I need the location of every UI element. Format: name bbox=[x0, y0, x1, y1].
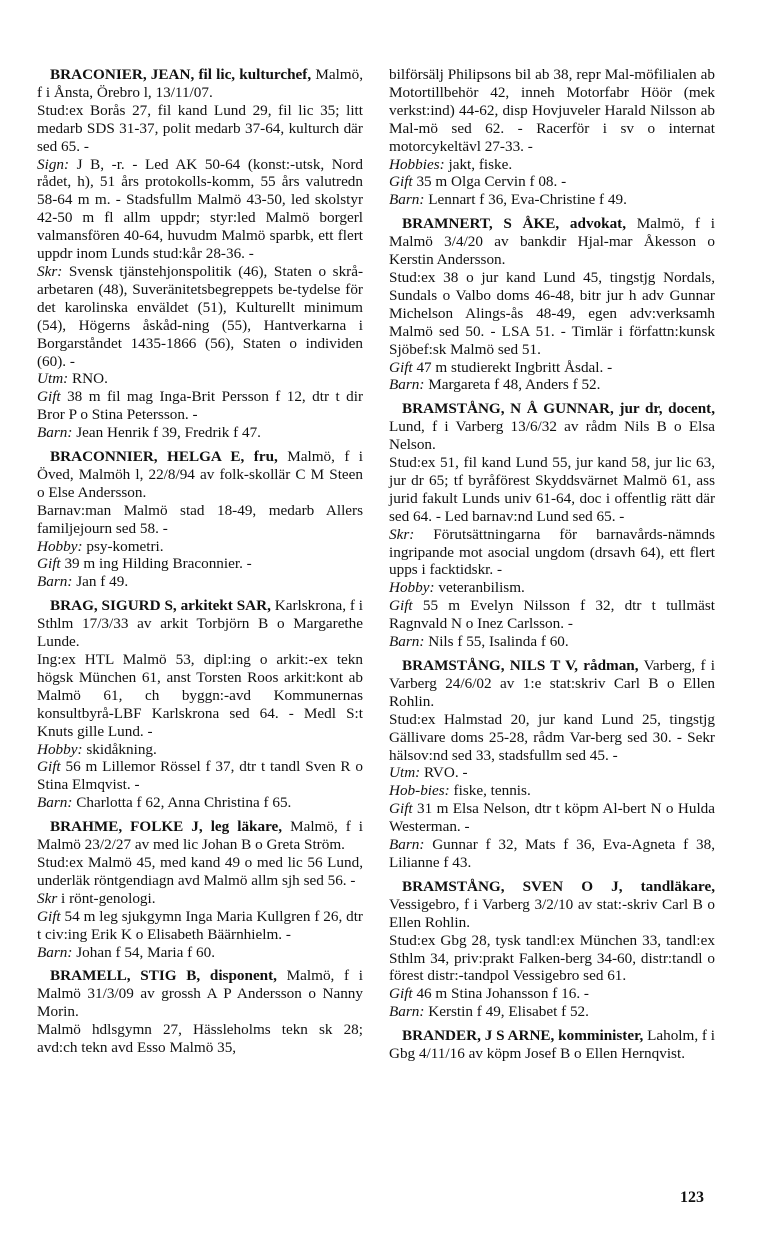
biography-entry bbox=[37, 818, 363, 961]
entry-paragraph bbox=[37, 102, 363, 156]
field-label: Barn: bbox=[389, 191, 425, 209]
field-label: Gift bbox=[389, 597, 413, 615]
entry-paragraph bbox=[37, 538, 363, 556]
entry-text: J B, -r. - Led AK 50-64 (konst:-utsk, Nord rådet, h), 51 års protokolls-komm, 55 års valutredn 58-64 m m. - Stadsfullm Malmö 43-50, led skolstyr 42-50 m fl allm uppdr; styr:led Malmö borgerl valmansfören 40-64, huvudm Malmö sparbk, ett flert uppdr inom Lunds stud:kår 28-36. - bbox=[37, 155, 364, 263]
entry-text: skidåkning. bbox=[86, 740, 157, 758]
field-label: Gift bbox=[37, 555, 61, 573]
entry-name: BRAMELL, STIG B, bbox=[50, 967, 201, 985]
entry-text: Förutsättningarna för barnavårds-nämnds ingripande mot asocial ungdom (drsavh 64), ett flert upps i facktidskr. - bbox=[389, 525, 715, 579]
entry-paragraph bbox=[37, 651, 363, 741]
biography-entry bbox=[37, 66, 363, 442]
entry-name: BRAMSTÅNG, NILS T V, bbox=[402, 657, 578, 674]
entry-paragraph bbox=[389, 215, 715, 269]
entry-text: Ing:ex HTL Malmö 53, dipl:ing o arkit:-ex tekn högsk München 61, anst Torsten Roos arkit:kont ab Malmö 61, ch byggn:-avd Kommunernas konsultbyrå-LBF Karlskrona sed 64. - Medl S:t Knuts gille Lund. - bbox=[37, 651, 363, 740]
entry-paragraph bbox=[389, 878, 715, 932]
field-label: Sign: bbox=[37, 155, 70, 173]
entry-paragraph bbox=[389, 711, 715, 765]
field-label: Gift bbox=[37, 388, 61, 406]
entry-paragraph bbox=[389, 836, 715, 872]
entry-title: fru, bbox=[253, 448, 278, 466]
entry-paragraph bbox=[389, 1027, 715, 1063]
entry-paragraph bbox=[37, 388, 363, 424]
entry-text: jakt, fiske. bbox=[448, 155, 513, 173]
left-column bbox=[37, 66, 363, 1063]
entry-paragraph bbox=[389, 597, 715, 633]
entry-paragraph bbox=[389, 376, 715, 394]
entry-paragraph bbox=[37, 890, 363, 908]
entry-paragraph bbox=[389, 66, 715, 156]
field-label: Barn: bbox=[37, 943, 73, 961]
entry-text: bilförsälj Philipsons bil ab 38, repr Mal-möfilialen ab Motortillbehör 42, inneh Motorfabr Höör (mek verkst:ind) 44-62, disp Hovjuveler Harald Nilsson ab Mal-mö sed 62. - Racerför i sv o internat motorcykeltävl 27-33. - bbox=[389, 66, 715, 155]
entry-paragraph bbox=[389, 454, 715, 526]
entry-text: Stud:ex Borås 27, fil kand Lund 29, fil lic 35; litt medarb SDS 31-37, polit medarb 37-64, kulturch där sed 65. - bbox=[37, 101, 363, 155]
entry-paragraph bbox=[389, 633, 715, 651]
entry-title: tandläkare, bbox=[640, 877, 715, 895]
entry-paragraph bbox=[37, 424, 363, 442]
entry-paragraph bbox=[37, 555, 363, 573]
entry-title: rådman, bbox=[583, 657, 639, 674]
entry-text: Lennart f 36, Eva-Christine f 49. bbox=[428, 191, 627, 209]
entry-text: Malmö, f i Ånsta, Örebro l, 13/11/07. bbox=[37, 66, 364, 101]
entry-paragraph bbox=[37, 794, 363, 812]
field-label: Hobbies: bbox=[389, 155, 445, 173]
entry-text: Laholm, f i Gbg 4/11/16 av köpm Josef B o Ellen Hernqvist. bbox=[389, 1027, 716, 1063]
entry-text: Malmö, f i Malmö 23/2/27 av med lic Johan B o Greta Ström. bbox=[37, 818, 364, 854]
entry-text: Vessigebro, f i Varberg 3/2/10 av stat:-skriv Carl B o Ellen Rohlin. bbox=[389, 895, 715, 931]
entry-title: komminister, bbox=[558, 1027, 644, 1045]
entry-text: Stud:ex 51, fil kand Lund 55, jur kand 58, jur lic 63, jur dr 65; tf byråförest Skyddsvärnet Malmö 61, ass jurid fakult Lunds univ 61-64, doc i offentlig rätt där sed 64. - Led barnav:nd Lund sed 65. - bbox=[389, 454, 715, 525]
entry-paragraph bbox=[37, 573, 363, 591]
entry-text: 55 m Evelyn Nilsson f 32, dtr t tullmäst Ragnvald N o Inez Carlsson. - bbox=[389, 597, 716, 633]
entry-paragraph bbox=[389, 932, 715, 986]
entry-paragraph bbox=[389, 359, 715, 377]
entry-text: 39 m ing Hilding Braconnier. - bbox=[64, 555, 252, 573]
entry-text: 31 m Elsa Nelson, dtr t köpm Al-bert N o Hulda Westerman. - bbox=[389, 800, 716, 836]
entry-paragraph bbox=[389, 526, 715, 580]
entry-text: Malmö, f i Öved, Malmöh l, 22/8/94 av folk-skollär C M Steen o Else Andersson. bbox=[37, 448, 364, 501]
entry-text: Gunnar f 32, Mats f 36, Eva-Agneta f 38, Lilianne f 43. bbox=[389, 836, 716, 871]
entry-paragraph bbox=[389, 269, 715, 359]
field-label: Skr bbox=[37, 889, 58, 907]
entry-paragraph bbox=[389, 579, 715, 597]
entry-text: Jean Henrik f 39, Fredrik f 47. bbox=[76, 424, 261, 442]
entry-text: 47 m studierekt Ingbritt Åsdal. - bbox=[416, 358, 613, 376]
biography-entry bbox=[37, 448, 363, 591]
entry-name: BRACONIER, JEAN, bbox=[50, 66, 195, 83]
entry-paragraph bbox=[389, 782, 715, 800]
entry-title: fil lic, kulturchef, bbox=[198, 66, 312, 83]
entry-paragraph bbox=[37, 741, 363, 759]
field-label: Utm: bbox=[37, 370, 69, 388]
entry-paragraph bbox=[37, 448, 363, 502]
entry-text: 56 m Lillemor Rössel f 37, dtr t tandl Sven R o Stina Elmqvist. - bbox=[37, 758, 363, 794]
entry-name: BRACONNIER, HELGA E, bbox=[50, 448, 245, 466]
entry-paragraph bbox=[37, 818, 363, 854]
entry-paragraph bbox=[37, 263, 363, 370]
field-label: Barn: bbox=[389, 1003, 425, 1021]
field-label: Barn: bbox=[37, 794, 73, 812]
field-label: Skr: bbox=[389, 525, 415, 543]
entry-text: Stud:ex Halmstad 20, jur kand Lund 25, tingstjg Gällivare doms 25-28, rådm Var-berg sed 30. - Sekr hälsov:nd sed 33, stadsfullm sed 45. - bbox=[389, 710, 715, 764]
entry-text: fiske, tennis. bbox=[453, 782, 531, 800]
page-number: 123 bbox=[680, 1189, 704, 1206]
entry-paragraph bbox=[37, 502, 363, 538]
entry-text: Varberg, f i Varberg 24/6/02 av 1:e stat:skriv Carl B o Ellen Rohlin. bbox=[389, 657, 716, 710]
field-label: Hobby: bbox=[389, 579, 435, 597]
biography-entry bbox=[389, 657, 715, 872]
entry-name: BRANDER, J S ARNE, bbox=[402, 1027, 555, 1045]
right-column bbox=[389, 66, 715, 1069]
entry-paragraph bbox=[37, 967, 363, 1021]
entry-paragraph bbox=[389, 764, 715, 782]
entry-text: Jan f 49. bbox=[76, 573, 129, 591]
entry-paragraph bbox=[37, 597, 363, 651]
entry-paragraph bbox=[37, 944, 363, 962]
entry-paragraph bbox=[389, 173, 715, 191]
field-label: Gift bbox=[389, 173, 413, 191]
entry-text: Nils f 55, Isalinda f 60. bbox=[428, 633, 569, 651]
entry-paragraph bbox=[37, 1021, 363, 1057]
entry-text: Barnav:man Malmö stad 18-49, medarb Allers familjejourn sed 58. - bbox=[37, 501, 363, 537]
entry-title: leg läkare, bbox=[210, 818, 283, 836]
field-label: Hobby: bbox=[37, 537, 83, 555]
entry-paragraph bbox=[389, 400, 715, 454]
entry-text: Malmö, f i Malmö 3/4/20 av bankdir Hjal-mar Åkesson o Kerstin Andersson. bbox=[389, 215, 715, 269]
entry-name: BRAG, SIGURD S, bbox=[50, 597, 177, 615]
entry-title: arkitekt SAR, bbox=[180, 597, 271, 615]
entry-paragraph bbox=[389, 985, 715, 1003]
entry-text: 54 m leg sjukgymn Inga Maria Kullgren f 26, dtr t civ:ing Erik K o Elisabeth Bäärnhielm. - bbox=[37, 907, 363, 943]
entry-paragraph bbox=[37, 854, 363, 890]
field-label: Barn: bbox=[389, 376, 425, 394]
entry-name: BRAMNERT, S ÅKE, bbox=[402, 215, 560, 233]
entry-paragraph bbox=[37, 156, 363, 263]
entry-text: 38 m fil mag Inga-Brit Persson f 12, dtr t dir Bror P o Stina Petersson. - bbox=[37, 388, 363, 424]
entry-text: RNO. bbox=[72, 370, 108, 388]
entry-text: Malmö hdlsgymn 27, Hässleholms tekn sk 28; avd:ch tekn avd Esso Malmö 35, bbox=[37, 1021, 363, 1057]
entry-paragraph bbox=[37, 370, 363, 388]
entry-text: Lund, f i Varberg 13/6/32 av rådm Nils B o Elsa Nelson. bbox=[389, 418, 715, 454]
field-label: Hob-bies: bbox=[389, 782, 450, 800]
entry-paragraph bbox=[37, 66, 363, 102]
field-label: Utm: bbox=[389, 764, 421, 782]
entry-name: BRAHME, FOLKE J, bbox=[50, 818, 203, 836]
entry-text: Margareta f 48, Anders f 52. bbox=[428, 376, 601, 394]
biography-entry bbox=[37, 597, 363, 812]
entry-text: veteranbilism. bbox=[438, 579, 525, 597]
entry-text: Karlskrona, f i Sthlm 17/3/33 av arkit Torbjörn B o Margarethe Lunde. bbox=[37, 597, 364, 651]
entry-name: BRAMSTÅNG, N Å GUNNAR, bbox=[402, 400, 614, 418]
entry-text: Malmö, f i Malmö 31/3/09 av grossh A P Andersson o Nanny Morin. bbox=[37, 967, 363, 1021]
entry-paragraph bbox=[37, 758, 363, 794]
field-label: Gift bbox=[389, 800, 413, 818]
entry-title: advokat, bbox=[569, 215, 627, 233]
biography-entry bbox=[389, 1027, 715, 1063]
field-label: Barn: bbox=[389, 633, 425, 651]
biography-entry bbox=[389, 215, 715, 394]
entry-text: psy-kometri. bbox=[86, 537, 164, 555]
field-label: Gift bbox=[389, 985, 413, 1003]
field-label: Hobby: bbox=[37, 740, 83, 758]
field-label: Barn: bbox=[37, 573, 73, 591]
biography-entry bbox=[389, 400, 715, 651]
entry-text: 35 m Olga Cervin f 08. - bbox=[416, 173, 567, 191]
field-label: Skr: bbox=[37, 262, 63, 280]
entry-text: i rönt-genologi. bbox=[61, 889, 156, 907]
entry-paragraph bbox=[389, 657, 715, 711]
field-label: Gift bbox=[37, 758, 61, 776]
biography-entry bbox=[37, 967, 363, 1057]
entry-paragraph bbox=[389, 1003, 715, 1021]
biography-entry bbox=[389, 66, 715, 209]
entry-text: RVO. - bbox=[424, 764, 468, 782]
entry-title: jur dr, docent, bbox=[619, 400, 716, 418]
entry-text: 46 m Stina Johansson f 16. - bbox=[416, 985, 589, 1003]
field-label: Gift bbox=[389, 358, 413, 376]
entry-text: Johan f 54, Maria f 60. bbox=[76, 943, 215, 961]
entry-text: Charlotta f 62, Anna Christina f 65. bbox=[76, 794, 292, 812]
entry-paragraph bbox=[389, 800, 715, 836]
entry-text: Kerstin f 49, Elisabet f 52. bbox=[428, 1003, 589, 1021]
biography-entry bbox=[389, 878, 715, 1021]
entry-paragraph bbox=[389, 156, 715, 174]
entry-text: Stud:ex Malmö 45, med kand 49 o med lic 56 Lund, underläk röntgendiagn avd Malmö allm sjh sed 56. - bbox=[37, 853, 363, 889]
entry-text: Svensk tjänstehjonspolitik (46), Staten o skrå-arbetaren (48), Suveränitetsbegreppets be-tydelse för det karolinska enväldet (51), Kulturellt minimum (54), Högerns åskåd-ning (55), Hantverkarna i Borgarståndet 1435-1866 (56), Staten o individen (60). - bbox=[37, 262, 364, 370]
entry-paragraph bbox=[37, 908, 363, 944]
entry-text: Stud:ex Gbg 28, tysk tandl:ex München 33, tandl:ex Sthlm 34, priv:prakt Falken-berg 34-60, distr:tandl o förest distr:-tandpol Vessigebro sed 61. bbox=[389, 931, 715, 985]
field-label: Barn: bbox=[389, 836, 425, 854]
entry-paragraph bbox=[389, 191, 715, 209]
entry-title: disponent, bbox=[209, 967, 277, 985]
field-label: Barn: bbox=[37, 424, 73, 442]
field-label: Gift bbox=[37, 907, 61, 925]
entry-name: BRAMSTÅNG, SVEN O J, bbox=[402, 877, 623, 895]
entry-text: Stud:ex 38 o jur kand Lund 45, tingstjg Nordals, Sundals o Valbo doms 46-48, bitr jur h adv Gunnar Michelson Alings-ås 48-49, egen adv:verksamh Malmö sed 50. - LSA 51. - Timlär i författn:kunsk Sjöbef:sk Malmö sed 51. bbox=[389, 268, 715, 358]
